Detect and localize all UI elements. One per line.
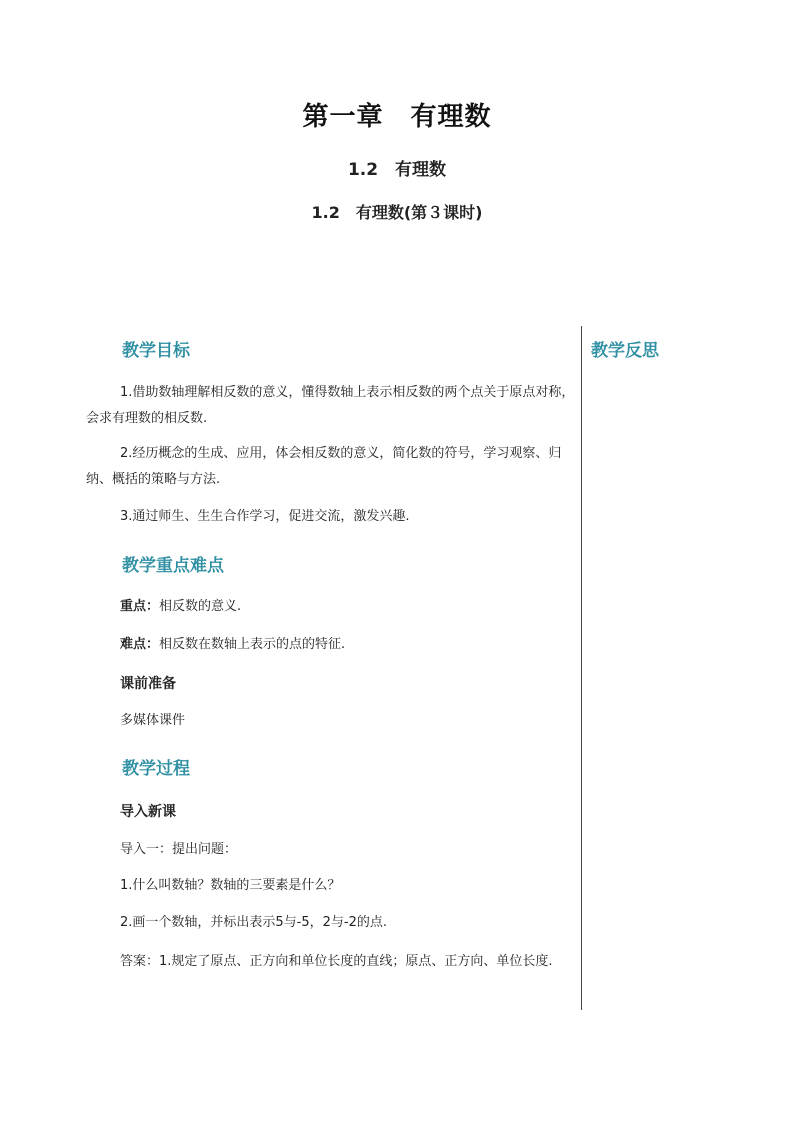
question-1: 1.什么叫数轴？数轴的三要素是什么？ xyxy=(120,878,341,893)
answer-text: 答案：1.规定了原点、正方向和单位长度的直线；原点、正方向、单位长度. xyxy=(120,954,553,969)
key-points-heading: 教学重点难点 xyxy=(122,556,224,576)
intro-text: 导入一：提出问题： xyxy=(120,842,238,857)
question-2: 2.画一个数轴，并标出表示5与-5，2与-2的点. xyxy=(120,915,388,930)
objective-item-2: 2.经历概念的生成、应用，体会相反数的意义，简化数的符号，学习观察、归纳、概括的策略与方法. xyxy=(86,446,562,487)
focus-text: 相反数的意义. xyxy=(159,599,242,614)
process-subheading: 导入新课 xyxy=(120,804,176,820)
section-title: 1.2 有理数 xyxy=(347,160,447,180)
focus-line xyxy=(120,597,241,617)
reflection-heading: 教学反思 xyxy=(591,341,659,361)
focus-label: 重点： xyxy=(120,599,160,614)
chapter-title: 第一章 有理数 xyxy=(302,102,492,132)
difficulty-label: 难点： xyxy=(120,637,160,652)
objective-item-3: 3.通过师生、生生合作学习，促进交流，激发兴趣. xyxy=(120,509,410,524)
difficulty-text: 相反数在数轴上表示的点的特征. xyxy=(159,637,346,652)
preparation-heading: 课前准备 xyxy=(120,676,176,692)
preparation-text: 多媒体课件 xyxy=(120,713,186,728)
process-heading: 教学过程 xyxy=(122,759,190,779)
difficulty-line xyxy=(120,635,345,655)
lesson-title: 1.2 有理数(第３课时) xyxy=(311,203,483,222)
objectives-heading: 教学目标 xyxy=(122,341,190,361)
column-divider xyxy=(581,326,582,1010)
objective-item-1: 1.借助数轴理解相反数的意义，懂得数轴上表示相反数的两个点关于原点对称，会求有理数的相反数. xyxy=(86,385,575,426)
